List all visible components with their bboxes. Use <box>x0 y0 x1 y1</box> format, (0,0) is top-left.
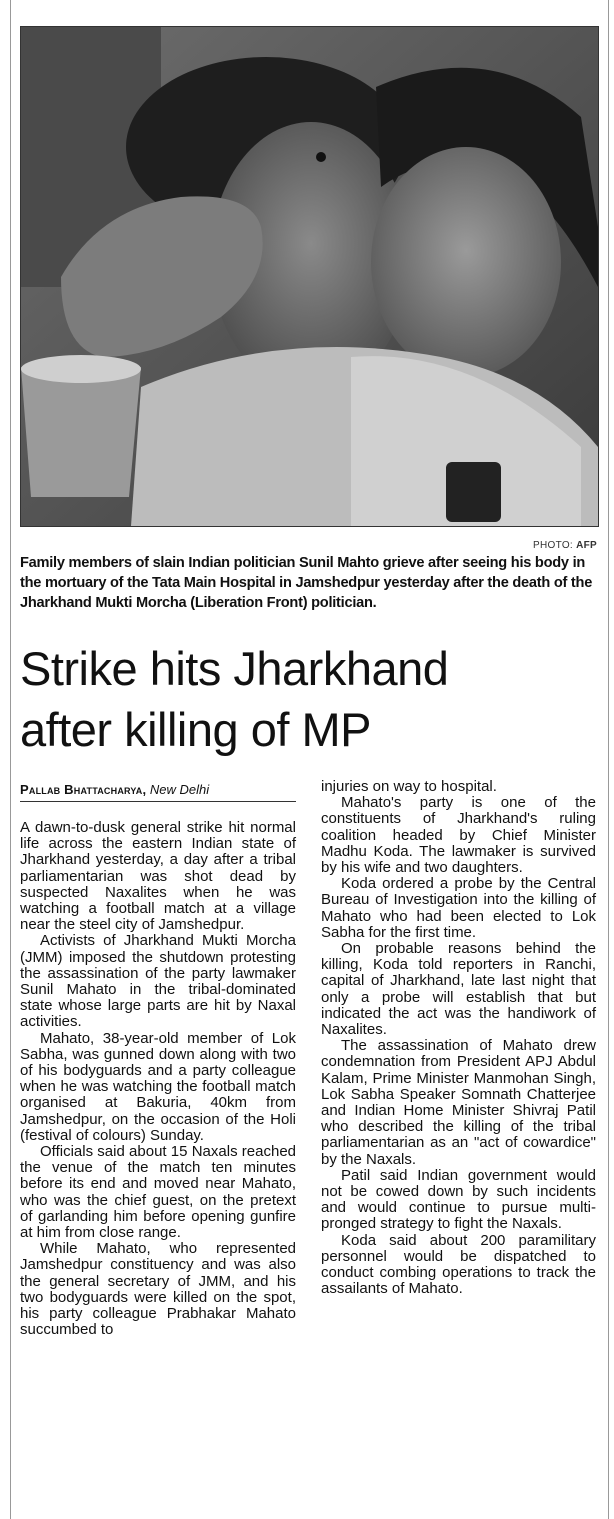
paragraph-continued: injuries on way to hospital. <box>321 778 497 795</box>
paragraph: While Mahato, who represented Jamshedpur constituency and was also the general secretary of JMM, and his two bodyguards were killed on the spot, his party colleague Prabhakar Mahato succumbed to <box>20 1240 296 1339</box>
paragraph: Koda ordered a probe by the Central Bureau of Investigation into the killing of Mahato who had been elected to Lok Sabha for the first time. <box>321 875 596 941</box>
paragraph: Mahato, 38-year-old member of Lok Sabha, was gunned down along with two of his bodyguards and a party colleague when he was watching the football match organised at Bakuria, 40km from Jamshedpur, on the occasion of the Holi (festival of colours) Sunday. <box>20 1029 296 1144</box>
headline <box>20 638 600 760</box>
paragraph: Officials said about 15 Naxals reached the venue of the match ten minutes before its end and moved near Mahato, who was the chief guest, on the pretext of garlanding him before opening gunfire at him from close range. <box>20 1143 296 1242</box>
byline-location: New Delhi <box>149 782 210 797</box>
paragraph: A dawn-to-dusk general strike hit normal life across the eastern Indian state of Jharkhand yesterday, a day after a tribal parliamentarian was shot dead by suspected Naxalites when he was watching a football match at a village near the steel city of Jamshedpur. <box>20 819 296 934</box>
headline-line-2: after killing of MP <box>20 703 371 756</box>
news-photo <box>20 26 599 527</box>
article-column-1 <box>20 820 296 1339</box>
byline <box>20 782 296 802</box>
column-rule-left <box>10 0 11 1519</box>
paragraph: Koda said about 200 paramilitary personnel would be dispatched to conduct combing operations to track the assailants of Mahato. <box>321 1231 596 1298</box>
photo-credit-agency: AFP <box>576 540 597 551</box>
photo-credit <box>400 540 597 551</box>
column-rule-right <box>608 0 609 1519</box>
photo-credit-prefix: PHOTO: <box>533 540 573 551</box>
paragraph: Patil said Indian government would not be cowed down by such incidents and would continue to pursue multi-pronged strategy to fight the Naxals. <box>321 1166 596 1233</box>
paragraph: On probable reasons behind the killing, Koda told reporters in Ranchi, capital of Jharkhand, late last night that only a probe will establish that but indicated the act was the handiwork of Naxalites. <box>321 940 596 1039</box>
paragraph: Mahato's party is one of the constituents of Jharkhand's ruling coalition headed by Chief Minister Madhu Koda. The lawmaker is survived by his wife and two daughters. <box>321 794 596 877</box>
article-column-2 <box>321 779 596 1298</box>
paragraph: The assassination of Mahato drew condemnation from President APJ Abdul Kalam, Prime Minister Manmohan Singh, Lok Sabha Speaker Somnath Chatterjee and Indian Home Minister Shivraj Patil who described the killing of the tribal parliamentarian as an "act of cowardice" by the Naxals. <box>321 1037 596 1168</box>
photo-caption: Family members of slain Indian politician Sunil Mahto grieve after seeing his body in the mortuary of the Tata Main Hospital in Jamshedpur yesterday after the death of the Jharkhand Mukti Morcha (Liberation Front) politician. <box>20 555 593 611</box>
byline-author: Pallab Bhattacharya, <box>20 782 147 797</box>
paragraph: Activists of Jharkhand Mukti Morcha (JMM) imposed the shutdown protesting the assassination of the party lawmaker Sunil Mahato in the tribal-dominated state whose large parts are hit by Naxal activities. <box>20 932 296 1031</box>
headline-line-1: Strike hits Jharkhand <box>20 642 449 695</box>
